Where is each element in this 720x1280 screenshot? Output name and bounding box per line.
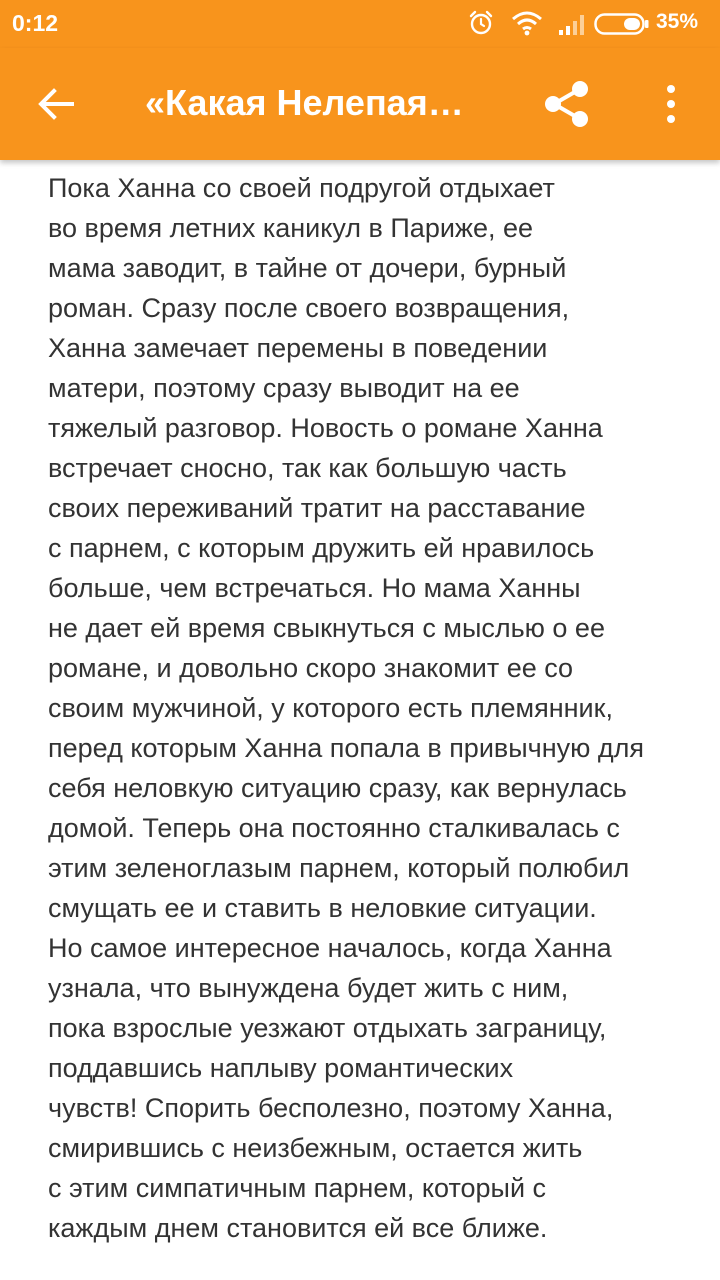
more-vert-icon (656, 82, 686, 126)
text-line: матери, поэтому сразу выводит на ее (48, 373, 520, 403)
text-line: Но самое интересное началось, когда Ханна (48, 933, 612, 963)
text-line: своих переживаний тратит на расставание (48, 493, 586, 523)
text-line: встречает сносно, так как большую часть (48, 453, 567, 483)
book-title: «Какая Нелепая… (145, 82, 464, 123)
text-line: чувств! Спорить бесполезно, поэтому Ханна, (48, 1093, 614, 1123)
text-line: каждым днем становится ей все ближе. (48, 1213, 548, 1243)
share-icon (540, 78, 594, 130)
text-line: смущать ее и ставить в неловкие ситуации. (48, 893, 597, 923)
text-line: поддавшись наплыву романтических (48, 1053, 514, 1083)
app-bar (0, 48, 720, 160)
battery-percent: 35% (656, 10, 699, 33)
battery-icon (594, 13, 650, 35)
back-arrow-icon (36, 84, 76, 124)
text-line: больше, чем встречаться. Но мама Ханны (48, 573, 581, 603)
share-button[interactable] (540, 78, 594, 130)
text-line: тяжелый разговор. Новость о романе Ханна (48, 413, 603, 443)
text-line: Ханна замечает перемены в поведении (48, 333, 548, 363)
book-description (48, 168, 688, 1248)
status-time: 0:12 (12, 10, 59, 36)
text-line: романе, и довольно скоро знакомит ее со (48, 653, 574, 683)
overflow-menu-button[interactable] (656, 82, 686, 126)
text-line: мама заводит, в тайне от дочери, бурный (48, 253, 567, 283)
wifi-icon (511, 10, 543, 36)
text-line: во время летних каникул в Париже, ее (48, 213, 534, 243)
status-bar (0, 0, 720, 48)
signal-icon (558, 12, 588, 36)
alarm-icon (468, 10, 494, 36)
text-line: с этим симпатичным парнем, который с (48, 1173, 547, 1203)
text-line: своим мужчиной, у которого есть племянник, (48, 693, 613, 723)
text-line: перед которым Ханна попала в привычную для (48, 733, 645, 763)
text-line: себя неловкую ситуацию сразу, как вернулась (48, 773, 627, 803)
text-line: пока взрослые уезжают отдыхать заграницу, (48, 1013, 607, 1043)
text-line: узнала, что вынуждена будет жить с ним, (48, 973, 569, 1003)
text-line: роман. Сразу после своего возвращения, (48, 293, 570, 323)
text-line: не дает ей время свыкнуться с мыслью о ее (48, 613, 605, 643)
back-button[interactable] (36, 84, 76, 124)
text-line: с парнем, с которым дружить ей нравилось (48, 533, 595, 563)
text-line: домой. Теперь она постоянно сталкивалась с (48, 813, 620, 843)
text-line: Пока Ханна со своей подругой отдыхает (48, 173, 555, 203)
text-line: смирившись с неизбежным, остается жить (48, 1133, 583, 1163)
text-line: этим зеленоглазым парнем, который полюбил (48, 853, 630, 883)
